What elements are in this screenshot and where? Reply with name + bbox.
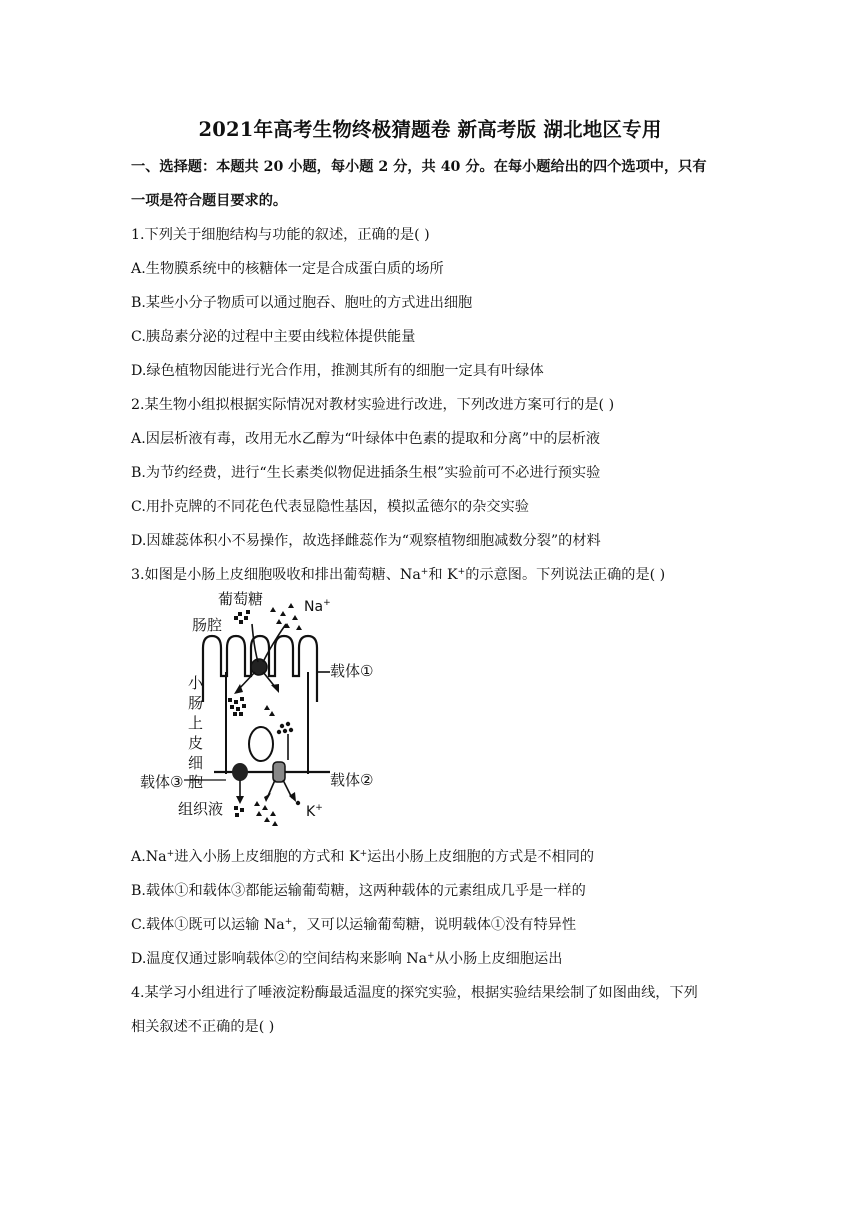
arrow-head [271, 684, 279, 693]
potassium-dot [289, 728, 293, 732]
sodium-triangle [280, 611, 286, 616]
tissue-fluid-label: 组织液 [178, 800, 224, 818]
carrier-3-label: 载体③ [140, 773, 184, 791]
carrier-2 [273, 762, 285, 782]
cell-label-char: 细 [188, 754, 204, 772]
q3-option-c-text-2: ，又可以运输葡萄糖，说明载体①没有特异性 [292, 917, 577, 933]
glucose-square [238, 612, 242, 616]
glucose-square [236, 707, 240, 711]
sodium-triangle [288, 603, 294, 608]
nucleus [249, 727, 273, 761]
sodium-triangle [254, 801, 260, 806]
q3-option-d-text-1: D.温度仅通过影响载体②的空间结构来影响 Na [131, 951, 428, 967]
glucose-square [244, 616, 248, 620]
q3-option-b: B.载体①和载体③都能运输葡萄糖，这两种载体的元素组成几乎是一样的 [131, 883, 586, 899]
q2-option-d: D.因雄蕊体积小不易操作，故选择雌蕊作为“观察植物细胞减数分裂”的材料 [131, 533, 601, 549]
carrier-3 [232, 763, 248, 781]
q3-option-d [131, 948, 562, 968]
cell-label-char: 上 [188, 714, 204, 732]
superscript-plus: + [284, 917, 293, 927]
cell-label-char: 肠 [188, 694, 204, 712]
glucose-square [246, 610, 250, 614]
glucose-square [230, 705, 234, 709]
q3-stem [131, 564, 665, 584]
glucose-square [234, 700, 238, 704]
glucose-label: 葡萄糖 [218, 590, 264, 608]
potassium-dot [286, 722, 290, 726]
q3-stem-text-2: 和 K [428, 567, 458, 583]
potassium-dot [296, 801, 300, 805]
na-label-text: Na [304, 599, 324, 615]
potassium-dot [280, 724, 284, 728]
cell-label-char: 小 [188, 674, 204, 692]
k-label-text: K [306, 804, 316, 820]
sodium-triangle [272, 821, 278, 826]
q2-option-b: B.为节约经费，进行“生长素类似物促进插条生根”实验前可不必进行预实验 [131, 465, 601, 481]
glucose-square [239, 712, 243, 716]
q3-option-d-text-2: 从小肠上皮细胞运出 [434, 951, 563, 967]
cell-label [188, 674, 204, 791]
q2-option-a: A.因层析液有毒，改用无水乙醇为“叶绿体中色素的提取和分离”中的层析液 [131, 431, 601, 447]
section-heading-line-1: 一、选择题：本题共 20 小题，每小题 2 分，共 40 分。在每小题给出的四个选项中，只有 [131, 159, 707, 175]
superscript-plus: + [359, 849, 368, 859]
sodium-triangle [270, 607, 276, 612]
carrier-1-label: 载体① [330, 662, 374, 680]
q1-option-a: A.生物膜系统中的核糖体一定是合成蛋白质的场所 [131, 261, 444, 277]
sodium-triangle [256, 811, 262, 816]
arrow-head [264, 793, 271, 802]
q4-stem-line-1: 4.某学习小组进行了唾液淀粉酶最适温度的探究实验，根据实验结果绘制了如图曲线，下列 [131, 985, 698, 1001]
glucose-square [228, 698, 232, 702]
potassium-dot [277, 730, 281, 734]
sodium-triangle [276, 619, 282, 624]
q3-option-a-text-1: A.Na [131, 849, 167, 865]
na-out-arrow [268, 780, 275, 796]
section-heading-line-2: 一项是符合题目要求的。 [131, 193, 288, 209]
sodium-triangle [292, 615, 298, 620]
glucose-square [242, 704, 246, 708]
superscript-plus: + [427, 951, 435, 961]
sodium-triangle [270, 811, 276, 816]
q3-stem-text-1: 3.如图是小肠上皮细胞吸收和排出葡萄糖、Na [131, 567, 421, 583]
cell-label-char: 皮 [188, 734, 204, 752]
na-label-plus: + [323, 598, 331, 608]
q1-option-b: B.某些小分子物质可以通过胞吞、胞吐的方式进出细胞 [131, 295, 473, 311]
q1-option-d: D.绿色植物因能进行光合作用，推测其所有的细胞一定具有叶绿体 [131, 363, 544, 379]
k-label [306, 803, 323, 820]
sodium-triangle [264, 705, 270, 710]
intestinal-cell-diagram [130, 584, 390, 834]
arrow-head [236, 796, 244, 804]
page-title: 2021年高考生物终极猜题卷 新高考版 湖北地区专用 [198, 118, 662, 141]
superscript-plus: + [420, 567, 429, 577]
glucose-square [233, 712, 237, 716]
glucose-square [234, 616, 238, 620]
sodium-triangle [262, 805, 268, 810]
glucose-square [239, 620, 243, 624]
cell-label-char: 胞 [188, 773, 204, 791]
carrier-2-label: 载体② [330, 771, 374, 789]
superscript-plus: + [457, 567, 466, 577]
q3-option-a [131, 846, 594, 866]
q3-option-a-text-2: 进入小肠上皮细胞的方式和 K [174, 849, 360, 865]
potassium-dot [283, 729, 287, 733]
k-label-plus: + [315, 803, 323, 813]
glucose-molecules [228, 610, 250, 817]
glucose-entry-arrow [252, 624, 258, 662]
sodium-triangle [264, 817, 270, 822]
q2-option-c: C.用扑克牌的不同花色代表显隐性基因，模拟孟德尔的杂交实验 [131, 499, 529, 515]
glucose-square [234, 806, 238, 810]
sodium-triangle [296, 625, 302, 630]
glucose-square [240, 697, 244, 701]
q1-option-c: C.胰岛素分泌的过程中主要由线粒体提供能量 [131, 329, 416, 345]
glucose-square [235, 813, 239, 817]
q2-stem: 2.某生物小组拟根据实际情况对教材实验进行改进，下列改进方案可行的是( ) [131, 397, 615, 413]
superscript-plus: + [166, 849, 175, 859]
q3-option-a-text-3: 运出小肠上皮细胞的方式是不相同的 [367, 849, 595, 865]
q4-stem-line-2: 相关叙述不正确的是( ) [131, 1019, 275, 1035]
glucose-square [240, 808, 244, 812]
na-label [304, 598, 331, 615]
q3-stem-text-3: 的示意图。下列说法正确的是( ) [465, 567, 666, 583]
q3-option-c-text-1: C.载体①既可以运输 Na [131, 917, 285, 933]
sodium-triangle [269, 711, 275, 716]
lumen-label: 肠腔 [192, 616, 223, 634]
q3-option-c [131, 914, 576, 934]
q1-stem: 1.下列关于细胞结构与功能的叙述，正确的是( ) [131, 227, 430, 243]
